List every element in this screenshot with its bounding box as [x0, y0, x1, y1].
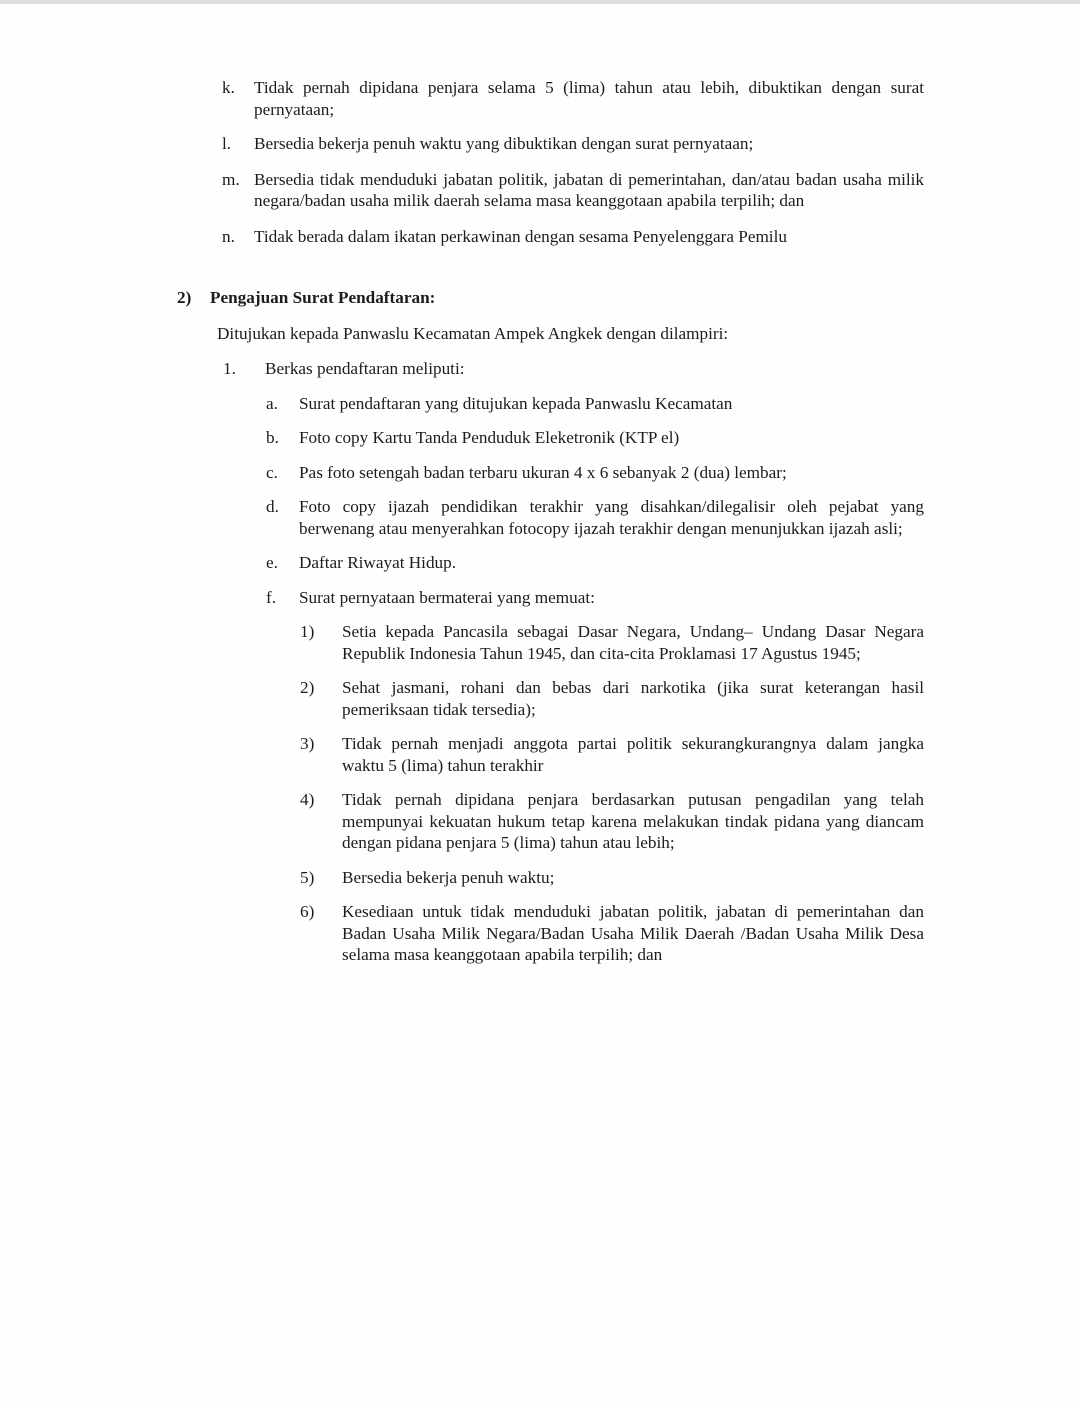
item-label: 6): [300, 902, 315, 921]
item-text: Tidak berada dalam ikatan perkawinan dengan sesama Penyelenggara Pemilu: [254, 226, 787, 246]
item-label: 5): [300, 867, 315, 887]
item-text: Tidak pernah dipidana penjara selama 5 (lima) tahun atau lebih, dibuktikan dengan surat pernyataan;: [254, 78, 924, 119]
section-heading: [177, 287, 924, 309]
section-number: 2): [177, 288, 192, 307]
subitem-e: [266, 552, 924, 574]
list-item-m: [222, 169, 924, 212]
item-text: Foto copy ijazah pendidikan terakhir yang disahkan/dilegalisir oleh pejabat yang berwenang atau menyerahkan fotocopy ijazah terakhir dengan menunjukkan ijazah asli;: [299, 497, 924, 538]
subitem-c: [266, 462, 924, 484]
item-text: Tidak pernah dipidana penjara berdasarkan putusan pengadilan yang telah mempunyai kekuatan hukum tetap karena melakukan tindak pidana yang diancam dengan pidana penjara 5 (lima) tahun atau lebih;: [342, 790, 924, 852]
subitem-f: [266, 587, 924, 609]
item-label: m.: [222, 169, 240, 189]
item-label: b.: [266, 428, 279, 447]
item-label: 1.: [223, 359, 236, 378]
subitem-b: [266, 427, 924, 449]
item-label: 1): [300, 622, 315, 641]
item-label: f.: [266, 587, 277, 607]
statement-4: [300, 789, 924, 854]
list-item-k: [222, 77, 924, 120]
statement-5: [300, 867, 924, 889]
item-label: k.: [222, 78, 235, 97]
item-text: Bersedia bekerja penuh waktu yang dibuktikan dengan surat pernyataan;: [254, 134, 754, 153]
item-label: 4): [300, 790, 315, 809]
item-text: Pas foto setengah badan terbaru ukuran 4 x 6 sebanyak 2 (dua) lembar;: [299, 462, 787, 482]
item-text: Bersedia bekerja penuh waktu;: [342, 867, 555, 887]
list-item-l: [222, 133, 924, 155]
item-label: 3): [300, 734, 315, 753]
item-text: Kesediaan untuk tidak menduduki jabatan politik, jabatan di pemerintahan dan Badan Usaha Milik Negara/Badan Usaha Milik Daerah /Badan Usaha Milik Desa selama masa keanggotaan apabila terpilih; dan: [342, 902, 924, 964]
statement-2: [300, 677, 924, 720]
statement-1: [300, 621, 924, 664]
item-text: Berkas pendaftaran meliputi:: [265, 359, 465, 378]
document-page: [0, 4, 1080, 1026]
list-item-1: [223, 358, 924, 380]
item-text: Surat pernyataan bermaterai yang memuat:: [299, 587, 595, 607]
item-text: Surat pendaftaran yang ditujukan kepada Panwaslu Kecamatan: [299, 393, 733, 413]
section-title: Pengajuan Surat Pendaftaran:: [210, 288, 436, 307]
item-label: l.: [222, 134, 232, 153]
item-text: Foto copy Kartu Tanda Penduduk Eleketronik (KTP el): [299, 428, 680, 447]
item-label: c.: [266, 462, 278, 482]
item-text: Bersedia tidak menduduki jabatan politik, jabatan di pemerintahan, dan/atau badan usaha milik negara/badan usaha milik daerah selama masa keanggotaan apabila terpilih; dan: [254, 169, 924, 210]
section-intro: Ditujukan kepada Panwaslu Kecamatan Ampek Angkek dengan dilampiri:: [217, 323, 729, 343]
item-label: e.: [266, 553, 278, 572]
statement-6: [300, 901, 924, 966]
item-text: Daftar Riwayat Hidup.: [299, 553, 457, 572]
item-label: 2): [300, 678, 315, 697]
item-label: a.: [266, 393, 278, 413]
item-text: Setia kepada Pancasila sebagai Dasar Negara, Undang– Undang Dasar Negara Republik Indonesia Tahun 1945, dan cita-cita Proklamasi 17 Agustus 1945;: [342, 622, 924, 663]
item-label: d.: [266, 497, 279, 516]
list-item-n: [222, 226, 924, 248]
statement-3: [300, 733, 924, 776]
item-text: Sehat jasmani, rohani dan bebas dari narkotika (jika surat keterangan hasil pemeriksaan tidak tersedia);: [342, 678, 924, 719]
subitem-d: [266, 496, 924, 539]
subitem-a: [266, 393, 924, 415]
item-text: Tidak pernah menjadi anggota partai politik sekurangkurangnya dalam jangka waktu 5 (lima) tahun terakhir: [342, 734, 924, 775]
item-label: n.: [222, 226, 235, 246]
